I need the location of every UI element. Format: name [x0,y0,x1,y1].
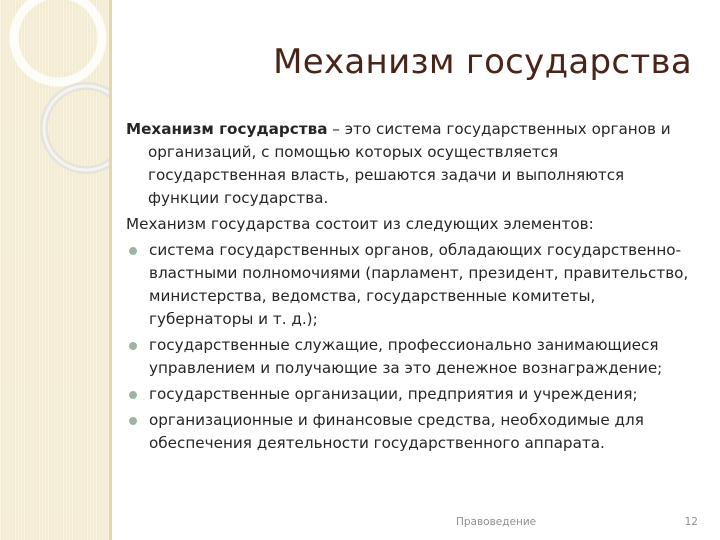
slide-body [126,118,696,458]
sidebar-edge [109,0,112,540]
list-item [126,409,696,455]
decorative-circles-graphic [0,0,109,540]
list-item-text: организационные и финансовые средства, необходимые для обеспечения деятельности государственного аппарата. [149,411,644,452]
definition-text: – это система государственных органов и организаций, с помощью которых осуществляется государственная власть, решаются задачи и выполняются функции государства. [148,120,671,207]
decorative-sidebar [0,0,109,540]
list-item [126,383,696,406]
list-item-text: система государственных органов, обладающих государственно-властными полномочиями (парламент, президент, правительство, министерства, ведомства, государственные комитеты, губернаторы и т. д.); [149,241,689,328]
elements-list [126,239,696,455]
list-item [126,334,696,380]
definition-term: Механизм государства [126,120,328,138]
slide-title: Механизм государства [273,42,692,82]
list-item-text: государственные служащие, профессионально занимающиеся управлением и получающие за это денежное вознаграждение; [149,336,663,377]
elements-intro: Механизм государства состоит из следующих элементов: [126,215,594,233]
bullet-icon [129,247,137,255]
footer-text: Правоведение [456,516,537,528]
definition-paragraph [126,118,696,210]
bullet-icon [129,391,137,399]
bullet-icon [129,342,137,350]
page-number: 12 [684,516,698,528]
list-item-text: государственные организации, предприятия и учреждения; [149,385,638,403]
bullet-icon [129,417,137,425]
list-item [126,239,696,331]
